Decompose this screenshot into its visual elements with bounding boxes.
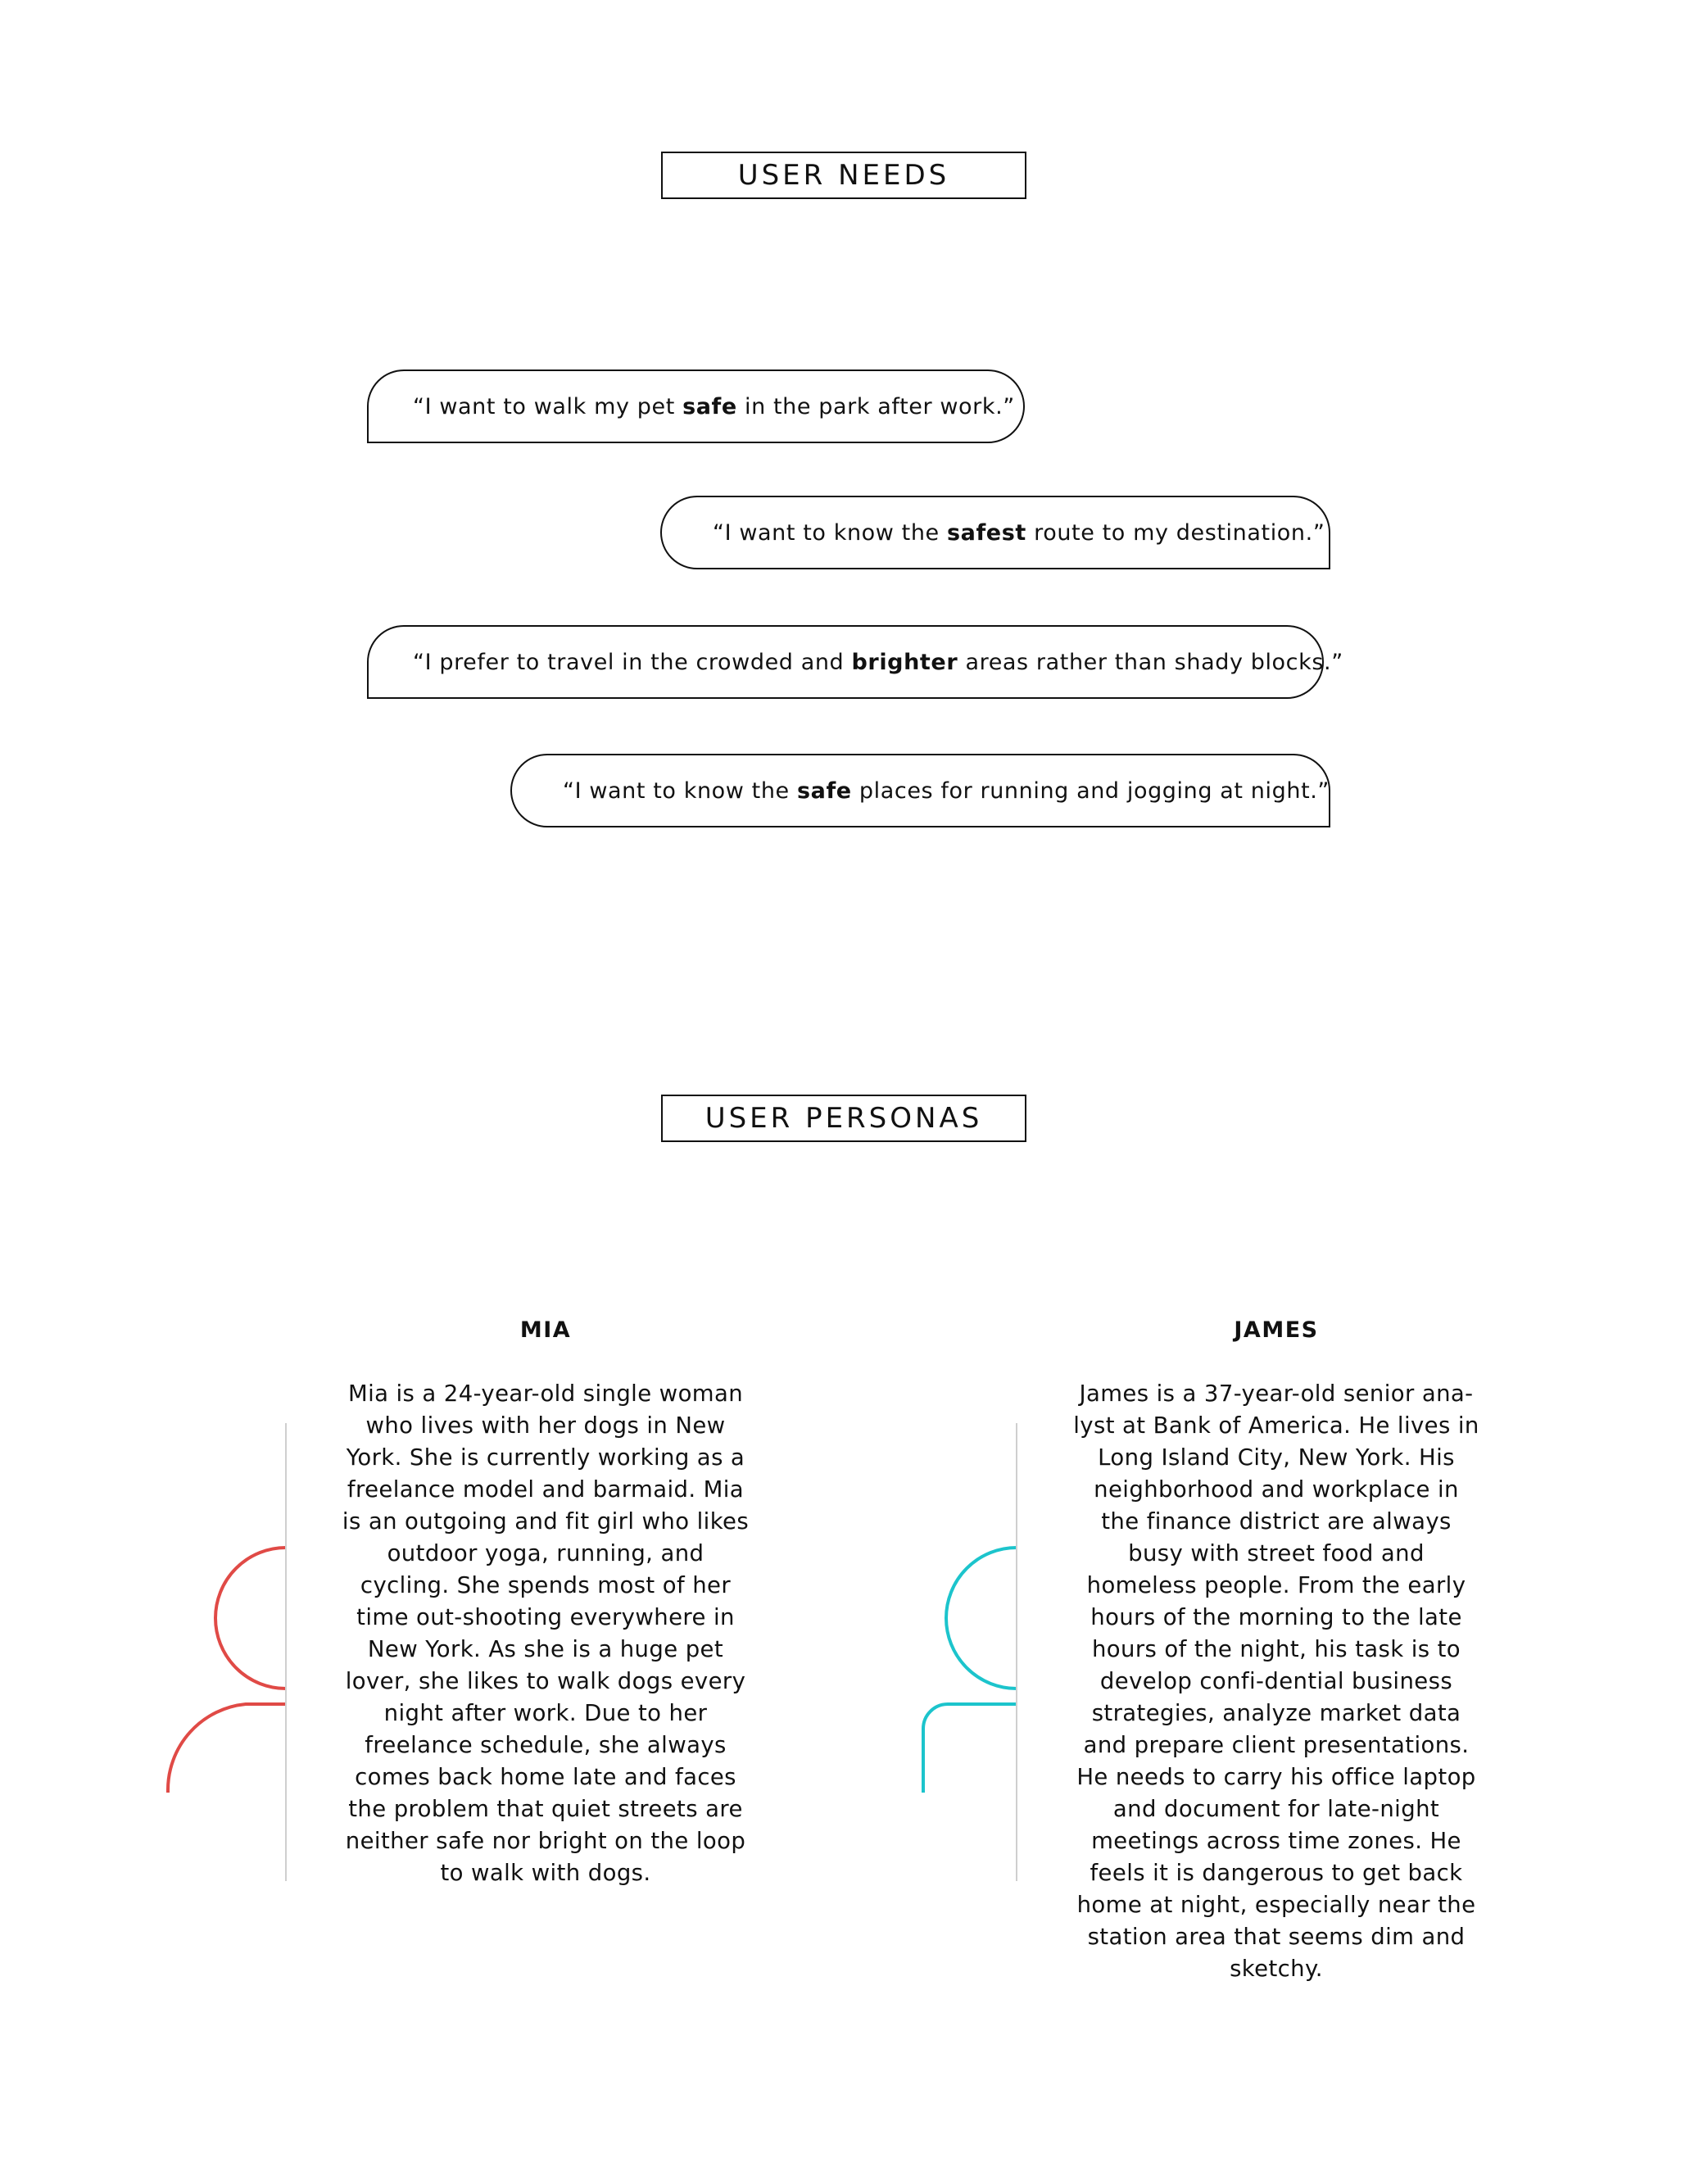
user-personas-heading (661, 1095, 1026, 1142)
quote-bubble-2 (660, 496, 1330, 569)
quote-bubble-3 (367, 625, 1343, 699)
quote-bubble-1 (367, 369, 1025, 443)
avatar-shoulders (168, 1704, 286, 1793)
persona-bio: James is a 37-year-old senior ana-lyst at Bank of America. He lives in Long Island City, New York. His neighborhood and workplace in the finance district are always busy with street food and homeless people. From the early hours of the morning to the late hours of the night, his task is to develop confi-dential business strategies, analyze market data and prepare client presentations. He needs to carry his office laptop and document for late-night meetings across time zones. He feels it is dangerous to get back home at night, especially near the station area that seems dim and sketchy. (1073, 1380, 1479, 1982)
persona-divider (285, 1423, 287, 1881)
user-needs-heading (661, 152, 1026, 199)
user-icon (886, 1536, 1017, 1798)
persona-divider (1016, 1423, 1017, 1881)
quote-text: “I want to walk my pet safe in the park after work.” (413, 393, 1015, 419)
quote-bubble-4 (510, 754, 1330, 827)
persona-name: JAMES (1234, 1317, 1319, 1343)
avatar-head (946, 1548, 1017, 1689)
persona-name: MIA (519, 1317, 572, 1343)
user-icon (156, 1536, 287, 1798)
quote-text: “I prefer to travel in the crowded and brighter areas rather than shady blocks.” (413, 649, 1343, 675)
avatar-head (215, 1548, 286, 1689)
quote-text: “I want to know the safest route to my destination.” (713, 519, 1325, 546)
quote-text: “I want to know the safe places for running and jogging at night.” (563, 778, 1330, 804)
avatar-shoulders (923, 1704, 1017, 1793)
user-personas-title: USER PERSONAS (704, 1102, 983, 1135)
user-needs-title: USER NEEDS (737, 159, 950, 192)
persona-bio: Mia is a 24-year-old single woman who lives with her dogs in New York. She is currently working as a freelance model and barmaid. Mia is an outgoing and fit girl who likes outdoor yoga, running, and cycling. She spends most of her time out-shooting everywhere in New York. As she is a huge pet lover, she likes to walk dogs every night after work. Due to her freelance schedule, she always comes back home late and faces the problem that quiet streets are neither safe nor bright on the loop to walk with dogs. (342, 1380, 750, 1886)
